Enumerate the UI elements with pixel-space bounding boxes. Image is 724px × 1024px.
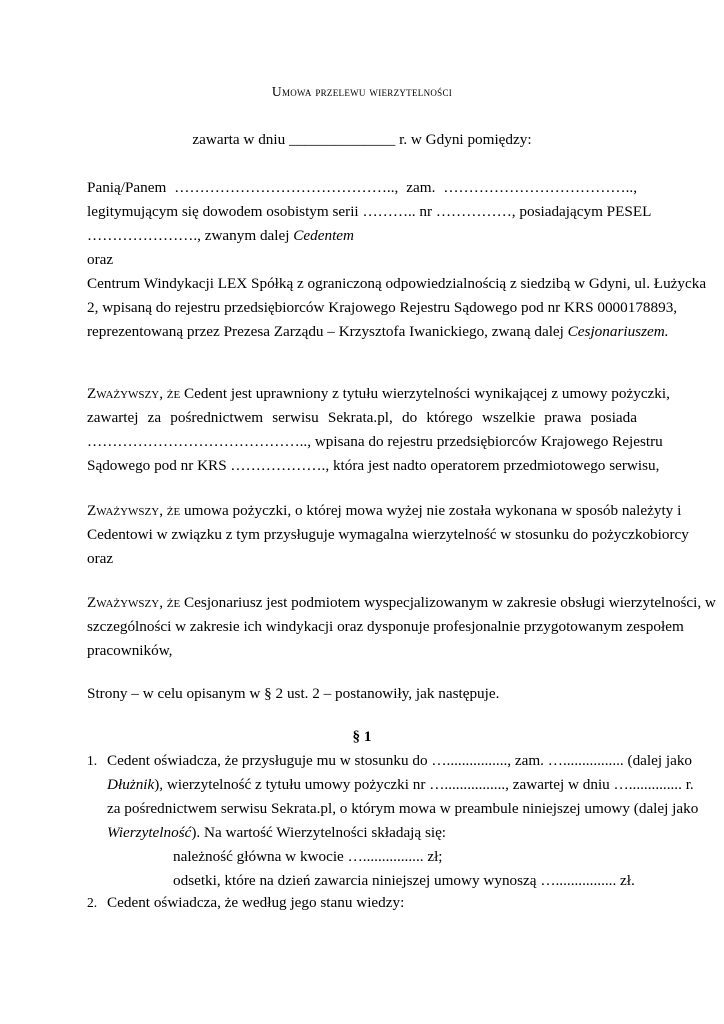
cesjonariusz-line-3 — [87, 320, 669, 344]
cedent-block — [87, 176, 652, 272]
oraz-connector: oraz — [87, 251, 114, 268]
cesjonariusz-line-1: Centrum Windykacji LEX Spółką z ograniczoną odpowiedzialnością z siedzibą w Gdyni, ul. Łużycka — [87, 275, 707, 292]
cedent-role: Cedentem — [293, 227, 354, 244]
recital-2-text: umowa pożyczki, o której mowa wyżej nie została wykonana w sposób należyty i — [180, 502, 682, 519]
recital-3 — [87, 591, 716, 663]
cesjonariusz-block — [87, 272, 707, 344]
item-2-line-1: Cedent oświadcza, że według jego stanu wiedzy: — [107, 894, 405, 911]
document-title: Umowa przelewu wierzytelności — [271, 84, 453, 99]
section-1-item-1 — [107, 749, 699, 893]
recital-3-line-3: pracowników, — [87, 642, 173, 659]
recital-1-line-1 — [87, 382, 670, 406]
recital-2-lead: Zważywszy, że — [87, 502, 181, 519]
recital-1-line-2: zawartej za pośrednictwem serwisu Sekrata.pl, do którego wszelkie prawa posiada — [87, 409, 637, 426]
cedent-zam-label: zam. — [406, 179, 436, 196]
cedent-line-3-text: …………………., zwanym dalej — [87, 227, 294, 244]
recital-3-lead: Zważywszy, że — [87, 594, 181, 611]
recital-1-line-3: …………………………………….., wpisana do rejestru przedsiębiorców Krajowego Rejestru — [87, 433, 663, 450]
recital-3-text: Cesjonariusz jest podmiotem wyspecjalizowanym w zakresie obsługi wierzytelności, w — [180, 594, 716, 611]
document-subtitle: zawarta w dniu ______________ r. w Gdyni pomiędzy: — [192, 131, 532, 148]
item-1-line-1: Cedent oświadcza, że przysługuje mu w stosunku do …................, zam. …................ (dalej jako — [107, 752, 693, 769]
cedent-line-1 — [87, 176, 637, 200]
cedent-name-blank: …………………………………….., — [174, 179, 399, 196]
cesjonariusz-line-2: 2, wpisaną do rejestru przedsiębiorców Krajowego Rejestru Sądowego pod nr KRS 0000178893, — [87, 299, 678, 316]
cedent-address-blank: ……………………………….., — [443, 179, 637, 196]
strony-line: Strony – w celu opisanym w § 2 ust. 2 – postanowiły, jak następuje. — [87, 685, 500, 702]
cedent-line-2: legitymującym się dowodem osobistym serii ……….. nr ……………, posiadającym PESEL — [87, 203, 652, 220]
recital-3-line-2: szczególności w zakresie ich windykacji oraz dysponuje profesjonalnie przygotowanym zespołem — [87, 618, 684, 635]
strony-statement — [87, 682, 637, 706]
recital-1 — [87, 382, 670, 478]
recital-1-line-4: Sądowego pod nr KRS ………………., która jest nadto operatorem przedmiotowego serwisu, — [87, 457, 660, 474]
section-1-item-2 — [107, 891, 637, 915]
item-1-line-2 — [107, 773, 694, 797]
recital-1-lead: Zważywszy, że — [87, 385, 181, 402]
item-2-number: 2. — [87, 895, 98, 910]
cedent-line-3 — [87, 224, 637, 248]
cedent-salutation: Panią/Panem — [87, 179, 167, 196]
cesjonariusz-role: Cesjonariuszem. — [567, 323, 669, 340]
item-1-sub-1: należność główna w kwocie …................ zł; — [173, 848, 443, 865]
recital-3-line-1 — [87, 591, 716, 615]
recital-2-line-3: oraz — [87, 550, 114, 567]
item-1-sub-2: odsetki, które na dzień zawarcia niniejszej umowy wynoszą …................ zł. — [173, 872, 635, 889]
item-1-line-4 — [107, 821, 637, 845]
item-1-line-3: za pośrednictwem serwisu Sekrata.pl, o którym mowa w preambule niniejszej umowy (dalej jako — [107, 800, 699, 817]
wierzytelnosc-term: Wierzytelność — [107, 824, 192, 841]
recital-1-text: Cedent jest uprawniony z tytułu wierzytelności wynikającej z umowy pożyczki, — [180, 385, 670, 402]
section-1-heading: § 1 — [352, 728, 372, 745]
item-1-line-2-text: ), wierzytelność z tytułu umowy pożyczki nr …................, zawartej w dniu ….............. r. — [154, 776, 694, 793]
recital-2 — [87, 499, 689, 571]
cesjonariusz-line-3-text: reprezentowaną przez Prezesa Zarządu – Krzysztofa Iwanickiego, zwaną dalej — [87, 323, 568, 340]
recital-2-line-1 — [87, 499, 682, 523]
item-1-line-4-text: ). Na wartość Wierzytelności składają się: — [191, 824, 447, 841]
dluznik-term: Dłużnik — [107, 776, 155, 793]
recital-2-line-2: Cedentowi w związku z tym przysługuje wymagalna wierzytelność w stosunku do pożyczkobiorcy — [87, 526, 689, 543]
item-1-number: 1. — [87, 753, 98, 768]
